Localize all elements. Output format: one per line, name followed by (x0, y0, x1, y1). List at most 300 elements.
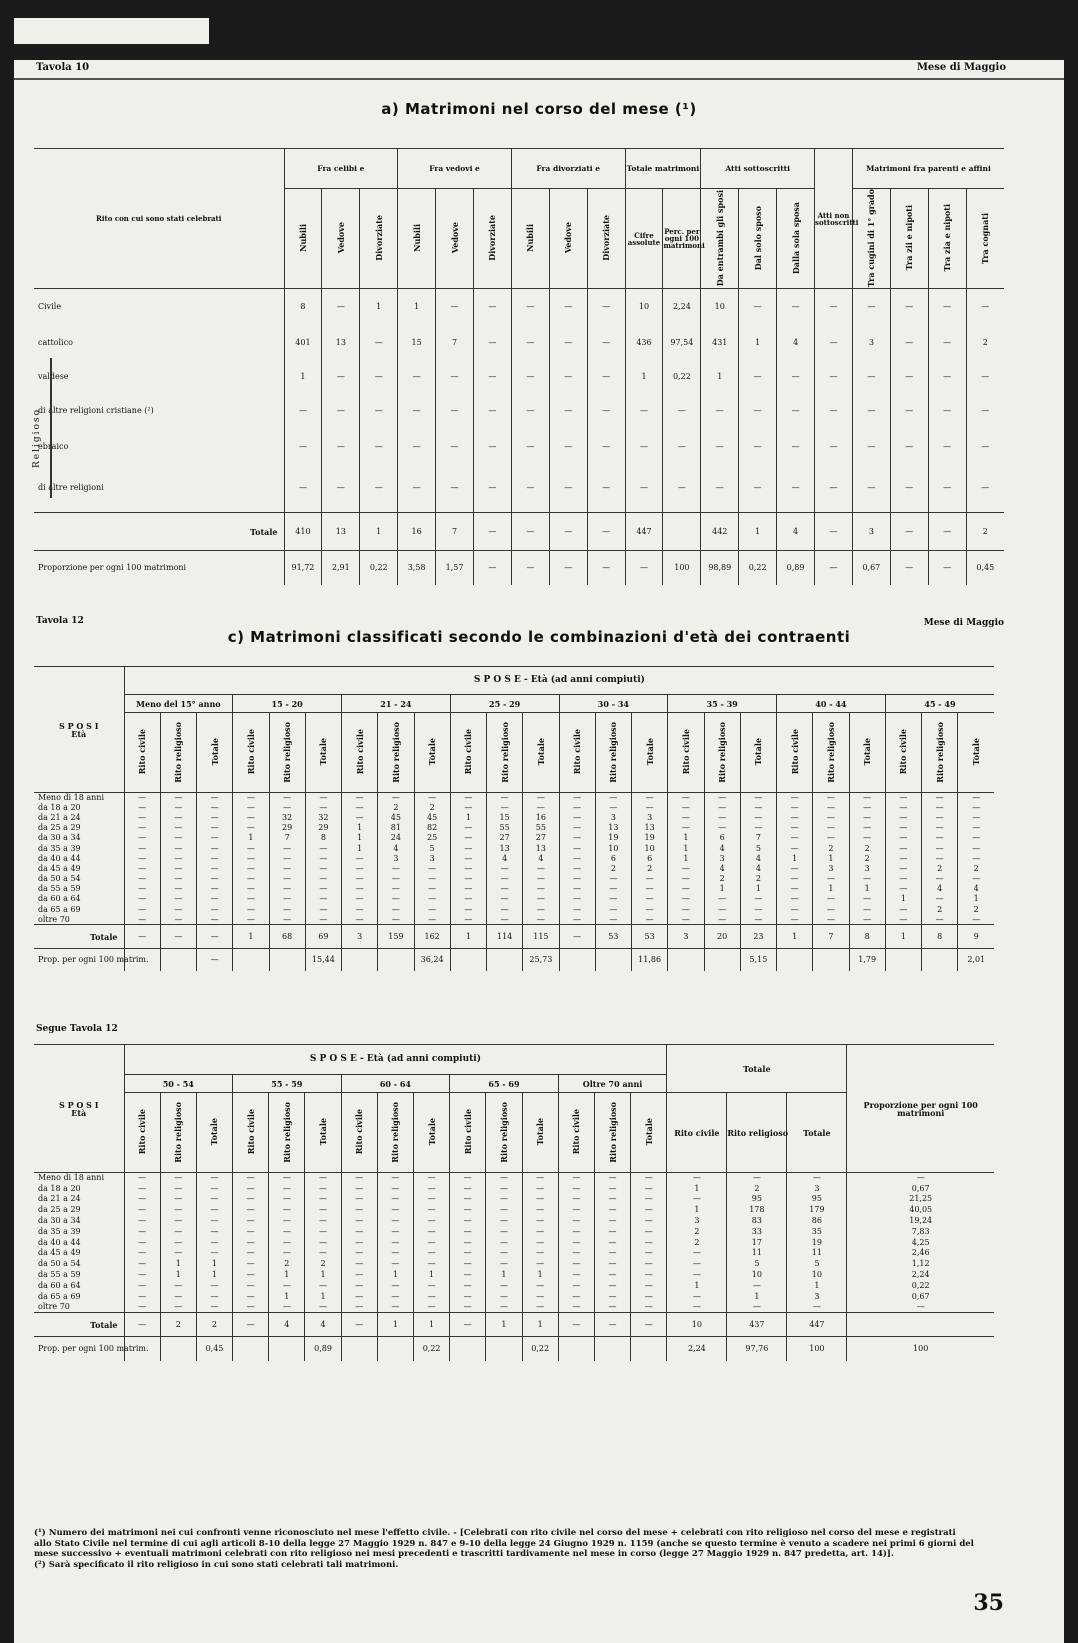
cell: — (632, 884, 668, 894)
subcol-header (595, 713, 631, 793)
row-label: da 45 a 49 (38, 1248, 81, 1258)
cell (558, 1337, 594, 1361)
cell: 35 (787, 1226, 847, 1237)
cell: — (704, 823, 740, 833)
cell: — (594, 1216, 630, 1227)
cell: — (511, 513, 549, 551)
subcol-header (436, 189, 474, 289)
cell: — (815, 393, 853, 429)
subcol-header-text: Vedove (563, 222, 574, 254)
cell: — (511, 465, 549, 513)
cell: — (928, 393, 966, 429)
cell: 0,22 (360, 551, 398, 585)
cell: — (305, 884, 341, 894)
cell: — (958, 823, 994, 833)
cell: — (587, 393, 625, 429)
cell: — (958, 843, 994, 853)
cell: — (196, 1248, 232, 1259)
cell: 3 (595, 813, 631, 823)
cell: — (922, 843, 958, 853)
cell: — (632, 803, 668, 813)
subcol-header (549, 189, 587, 289)
cell: — (594, 1313, 630, 1337)
cell: — (668, 894, 704, 904)
row-label: valdese (38, 371, 69, 381)
cell: — (701, 429, 739, 465)
subcol-header (450, 713, 486, 793)
cell: — (885, 793, 921, 803)
cell: — (473, 465, 511, 513)
cell: — (815, 289, 853, 325)
cell: 1 (305, 1270, 341, 1281)
cell: — (124, 925, 160, 949)
cell: — (558, 1270, 594, 1281)
cell: 0,22 (522, 1337, 558, 1361)
subcol-header-text: Rito religioso (390, 1101, 401, 1163)
segue-tavola-12-label: Segue Tavola 12 (36, 1024, 118, 1034)
cell: — (377, 1291, 413, 1302)
cell: 1 (450, 813, 486, 823)
cell: — (360, 393, 398, 429)
cell: — (450, 1248, 486, 1259)
cell: 437 (727, 1313, 787, 1337)
cell: 1 (160, 1259, 196, 1270)
cell: 13 (632, 823, 668, 833)
cell: 7 (740, 833, 776, 843)
cell: — (160, 884, 196, 894)
cell: — (777, 823, 813, 833)
cell: — (414, 1248, 450, 1259)
cell: 1 (701, 361, 739, 393)
cell: 19 (595, 833, 631, 843)
cell: — (124, 813, 160, 823)
cell: — (668, 823, 704, 833)
cell: — (473, 361, 511, 393)
cell: 2 (632, 864, 668, 874)
cell: 21,25 (847, 1194, 994, 1205)
cell: — (631, 1248, 667, 1259)
cell: — (414, 894, 450, 904)
cell: 4 (305, 1313, 341, 1337)
cell: — (558, 1216, 594, 1227)
subcol-header-text: Rito civile (789, 729, 800, 775)
cell: 2,24 (663, 289, 701, 325)
subcol-header (777, 189, 815, 289)
totale-subcol-header: Rito religioso (727, 1093, 787, 1173)
cell: — (414, 1226, 450, 1237)
cell: — (549, 551, 587, 585)
cell: — (777, 864, 813, 874)
subcol-header-text: Rito religioso (607, 1101, 618, 1163)
subcol-header (414, 713, 450, 793)
cell: 1 (739, 513, 777, 551)
cell (663, 513, 701, 551)
cell: — (667, 1259, 727, 1270)
row-label: da 35 a 39 (38, 1226, 81, 1236)
cell: — (305, 874, 341, 884)
sposi-header (34, 1045, 124, 1173)
cell: 1 (885, 894, 921, 904)
subcol-header (558, 1093, 594, 1173)
cell: — (124, 1313, 160, 1337)
cell: — (160, 854, 196, 864)
subcol-header (740, 713, 776, 793)
cell: — (740, 813, 776, 823)
cell: — (704, 915, 740, 925)
cell: — (305, 1280, 341, 1291)
cell: — (486, 1226, 522, 1237)
cell: 3 (668, 925, 704, 949)
cell: — (377, 1183, 413, 1194)
cell: 3,58 (398, 551, 436, 585)
header-row (34, 695, 994, 713)
subcol-header (777, 713, 813, 793)
cell: 3 (378, 854, 414, 864)
cell: 4 (269, 1313, 305, 1337)
cell: 55 (487, 823, 523, 833)
cell: — (414, 1205, 450, 1216)
cell: — (450, 1173, 486, 1184)
cell: — (233, 1270, 269, 1281)
row-label: da 25 a 29 (38, 1205, 81, 1215)
table-row (34, 1173, 994, 1184)
cell: — (885, 864, 921, 874)
row-label: da 55 a 59 (38, 1270, 81, 1280)
cell: — (414, 1173, 450, 1184)
cell: — (160, 1194, 196, 1205)
cell: 2 (922, 864, 958, 874)
subcol-header (849, 713, 885, 793)
cell (595, 949, 631, 971)
cell: — (849, 894, 885, 904)
cell: — (549, 289, 587, 325)
cell: — (559, 813, 595, 823)
cell: 16 (523, 813, 559, 823)
cell: 401 (284, 325, 322, 361)
cell: 1 (740, 884, 776, 894)
cell: — (594, 1194, 630, 1205)
subcol-header (701, 189, 739, 289)
cell: — (196, 1237, 232, 1248)
cell: — (667, 1291, 727, 1302)
table-row (34, 843, 994, 853)
table-row (34, 864, 994, 874)
row-label: da 50 a 54 (38, 874, 81, 884)
cell: — (631, 1194, 667, 1205)
cell: 2 (667, 1237, 727, 1248)
cell: 1 (727, 1291, 787, 1302)
cell: 0,89 (305, 1337, 341, 1361)
cell: — (486, 1237, 522, 1248)
subcol-header-text: Rito religioso (281, 1101, 292, 1163)
cell: — (269, 1280, 305, 1291)
cell: — (160, 894, 196, 904)
cell: — (885, 843, 921, 853)
proportion-header: Proporzione per ogni 100 matrimoni (847, 1045, 994, 1173)
cell: — (269, 1216, 305, 1227)
table-row (34, 1313, 994, 1337)
cell: — (625, 429, 663, 465)
cell: — (197, 854, 233, 864)
cell: — (594, 1173, 630, 1184)
cell: 3 (632, 813, 668, 823)
eta-label: Età (71, 728, 87, 739)
subcol-header-text: Nubili (411, 224, 422, 253)
cell: — (587, 289, 625, 325)
subcol-header-text: Vedove (335, 222, 346, 254)
cell: — (160, 1205, 196, 1216)
cell: — (450, 1216, 486, 1227)
cell: — (305, 905, 341, 915)
cell: 8 (284, 289, 322, 325)
subcol-header (322, 189, 360, 289)
table-c-title: c) Matrimoni classificati secondo le combinazioni d'età dei contraenti (227, 628, 851, 646)
cell: — (852, 429, 890, 465)
cell: — (559, 905, 595, 915)
group-header: Fra vedovi e (398, 149, 512, 189)
cell: — (124, 1226, 160, 1237)
cell: — (341, 1205, 377, 1216)
cell: — (487, 864, 523, 874)
cell: — (196, 1226, 232, 1237)
row-label: oltre 70 (38, 1302, 70, 1312)
cell: — (414, 793, 450, 803)
subcol-header-text: Rito civile (137, 729, 148, 775)
cell: — (197, 915, 233, 925)
cell: — (160, 1302, 196, 1313)
table-row (34, 905, 994, 915)
cell: — (667, 1248, 727, 1259)
subcol-header-text: Rito religioso (282, 721, 293, 783)
cell: 97,54 (663, 325, 701, 361)
row-label: da 18 a 20 (38, 1183, 81, 1193)
cell: — (233, 1259, 269, 1270)
cell: — (160, 1237, 196, 1248)
cell: — (196, 1183, 232, 1194)
cell: 115 (523, 925, 559, 949)
cell: — (922, 793, 958, 803)
cell: — (196, 1194, 232, 1205)
cell: — (587, 429, 625, 465)
subcol-header-text: Nubili (525, 224, 536, 253)
cell: — (197, 949, 233, 971)
cell: — (450, 1280, 486, 1291)
table-row (34, 513, 1004, 551)
subcol-header-text: Dalla sola sposa (790, 202, 801, 275)
cell: — (233, 823, 269, 833)
cell: 2 (595, 864, 631, 874)
cell: — (777, 874, 813, 884)
subcol-header (398, 189, 436, 289)
cell: 45 (414, 813, 450, 823)
subcol-header (668, 713, 704, 793)
cell: 1,79 (849, 949, 885, 971)
cell: — (815, 551, 853, 585)
cell (704, 949, 740, 971)
cell: — (559, 823, 595, 833)
cell: — (197, 864, 233, 874)
cell: — (284, 465, 322, 513)
cell: 1,12 (847, 1259, 994, 1270)
age-group-header: 40 - 44 (777, 695, 886, 713)
cell: — (739, 429, 777, 465)
subcol-header (377, 1093, 413, 1173)
cell: 3 (849, 864, 885, 874)
cell: 1 (885, 925, 921, 949)
cell: — (269, 854, 305, 864)
cell: — (450, 1183, 486, 1194)
sposi-label: S P O S I (59, 720, 99, 731)
cell: — (486, 1216, 522, 1227)
cell: — (890, 551, 928, 585)
subcol-header-text: Totale (427, 738, 438, 766)
cell: 23 (740, 925, 776, 949)
cell: — (813, 803, 849, 813)
row-label: Meno di 18 anni (38, 792, 105, 802)
subcol-header-text: Vedove (449, 222, 460, 254)
cell: 4 (740, 864, 776, 874)
subcol-header (587, 189, 625, 289)
cell: 2,46 (847, 1248, 994, 1259)
table-row (34, 1226, 994, 1237)
table-c-part2 (34, 1044, 994, 1361)
cell: 2 (740, 874, 776, 884)
totale-header: Totale (667, 1045, 847, 1093)
subcol-header (813, 713, 849, 793)
eta-label: Età (71, 1107, 87, 1118)
cell: — (233, 1237, 269, 1248)
cell (631, 1337, 667, 1361)
row-label: da 30 a 34 (38, 1216, 81, 1226)
cell: — (559, 884, 595, 894)
cell: — (450, 1259, 486, 1270)
cell: — (486, 1248, 522, 1259)
cell: — (625, 465, 663, 513)
cell: — (813, 833, 849, 843)
cell (378, 949, 414, 971)
footnote-1: (¹) Numero dei matrimoni nei cui confronti venne riconosciuto nel mese l'effetto civile. - [Celebrati con rito civile nel corso del mese + celebrati con rito religioso nel corso del mese e registrati allo Stato Civile nel termine di cui agli articoli 8-10 della legge 27 Maggio 1929 n. 847 e 9-10 della legge 24 Giugno 1929 n. 1159 (anche se questo termine è venuto a scadere nei primi 6 giorni del mese successivo + eventuali matrimoni celebrati con rito religioso nei mesi precedenti e trascritti tardivamente nel mese in corso (legge 27 Maggio 1929 n. 847 predetta, art. 14)]. (34, 1528, 974, 1560)
subcol-header (341, 1093, 377, 1173)
cell (269, 1337, 305, 1361)
subcol-header-text: Divorziate (601, 215, 612, 261)
row-label: Prop. per ogni 100 matrim. (34, 1337, 124, 1361)
cell: 1 (667, 1205, 727, 1216)
subcol-header-text: Totale (643, 1118, 654, 1146)
header-right: Mese di Maggio (916, 62, 1006, 73)
cell: — (595, 905, 631, 915)
cell: — (922, 813, 958, 823)
cell: — (160, 915, 196, 925)
table-row (34, 833, 994, 843)
age-group-header: 50 - 54 (124, 1075, 233, 1093)
cell: 436 (625, 325, 663, 361)
cell: 1 (414, 1313, 450, 1337)
subcol-header-text: Rito civile (354, 729, 365, 775)
cell: — (473, 551, 511, 585)
cell: — (739, 289, 777, 325)
cell: — (777, 905, 813, 915)
subcol-header (160, 713, 196, 793)
cell: — (305, 915, 341, 925)
header-row (34, 667, 994, 695)
cell: 83 (727, 1216, 787, 1227)
cell: 8 (849, 925, 885, 949)
cell: 95 (787, 1194, 847, 1205)
row-label: da 60 a 64 (38, 1280, 81, 1290)
cell: 100 (787, 1337, 847, 1361)
cell: — (594, 1259, 630, 1270)
cell: 1 (305, 1291, 341, 1302)
cell: 1 (777, 925, 813, 949)
cell: — (922, 894, 958, 904)
table-row (34, 289, 1004, 325)
cell: — (631, 1226, 667, 1237)
cell: — (377, 1194, 413, 1205)
cell: 2 (704, 874, 740, 884)
cell: — (398, 361, 436, 393)
cell: — (632, 793, 668, 803)
cell: — (436, 289, 474, 325)
cell: — (450, 1270, 486, 1281)
cell: 25,73 (523, 949, 559, 971)
cell: 1 (667, 1183, 727, 1194)
cell: 1 (233, 925, 269, 949)
cell: — (436, 393, 474, 429)
cell: — (787, 1173, 847, 1184)
cell: — (233, 1302, 269, 1313)
cell: — (487, 915, 523, 925)
cell: — (595, 803, 631, 813)
cell: 10 (625, 289, 663, 325)
cell: — (631, 1183, 667, 1194)
cell: 3 (852, 325, 890, 361)
cell: — (632, 874, 668, 884)
scan-top-bar (14, 18, 1064, 60)
row-label: Proporzione per ogni 100 matrimoni (34, 551, 284, 585)
cell: — (269, 803, 305, 813)
cell: 2 (667, 1226, 727, 1237)
cell: 15 (398, 325, 436, 361)
cell: — (594, 1205, 630, 1216)
cell: 0,22 (663, 361, 701, 393)
cell (450, 949, 486, 971)
cell: — (704, 793, 740, 803)
cell: — (269, 1173, 305, 1184)
cell: — (852, 393, 890, 429)
cell: — (558, 1248, 594, 1259)
cell: — (398, 393, 436, 429)
table-row (34, 823, 994, 833)
row-label: da 40 a 44 (38, 853, 81, 863)
cell (269, 949, 305, 971)
cell: 410 (284, 513, 322, 551)
cell: — (486, 1205, 522, 1216)
cell: — (160, 793, 196, 803)
subcol-header (511, 189, 549, 289)
cell: — (668, 803, 704, 813)
subcol-header (486, 1093, 522, 1173)
cell: — (849, 905, 885, 915)
cell: — (378, 915, 414, 925)
cell: 2 (966, 513, 1004, 551)
cell: — (305, 1194, 341, 1205)
cell: 3 (787, 1183, 847, 1194)
cell: 1 (625, 361, 663, 393)
subcol-header-text: Totale (209, 738, 220, 766)
cell: — (487, 884, 523, 894)
cell (922, 949, 958, 971)
cell: — (160, 1173, 196, 1184)
